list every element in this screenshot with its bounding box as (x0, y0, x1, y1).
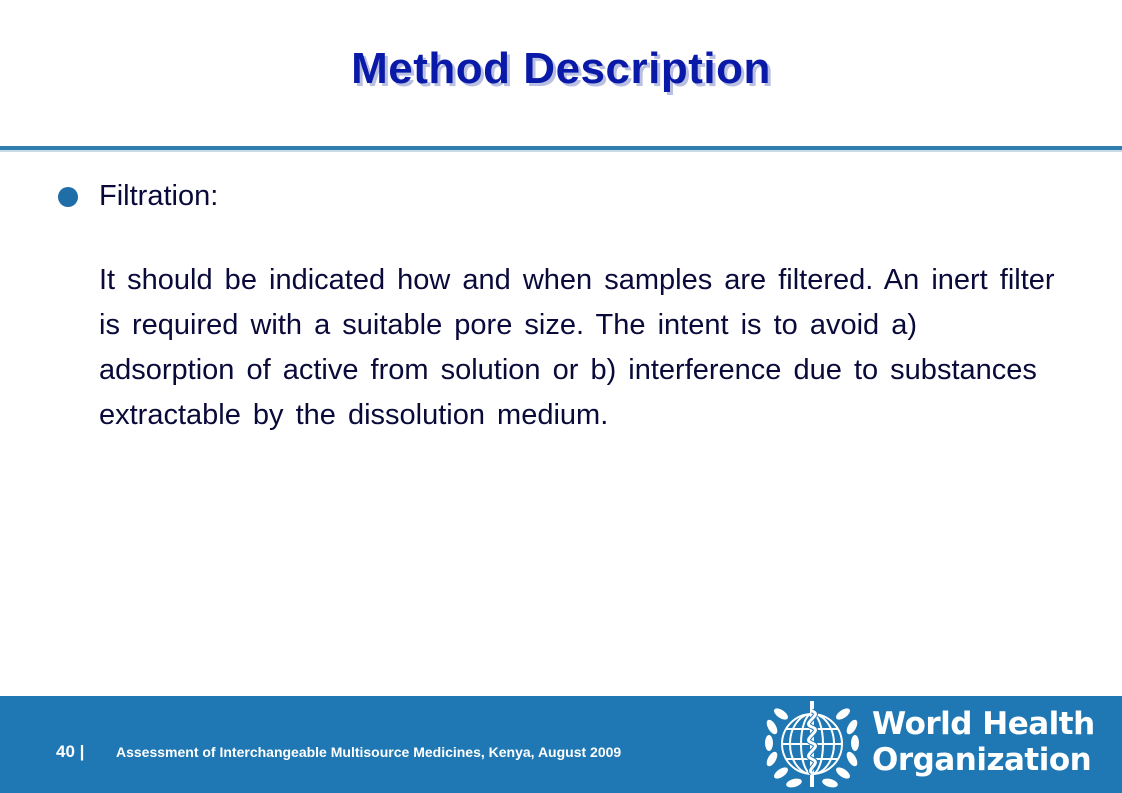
who-name-line1: World Health (872, 706, 1095, 742)
body-paragraph: It should be indicated how and when samples are filtered. An inert filter is required with a suitable pore size. The intent is to avoid a) adsorption of active from solution or b) interference due to substances extractable by the dissolution medium. (99, 264, 1055, 431)
bullet-label: Filtration: (99, 180, 219, 212)
bullet-dot-icon (58, 187, 78, 207)
slide-title: Method Description (351, 44, 771, 93)
footer-caption: Assessment of Interchangeable Multisource Medicines, Kenya, August 2009 (116, 744, 622, 760)
who-emblem-icon (762, 697, 862, 791)
bullet-item (58, 180, 218, 213)
title-divider-shadow (0, 150, 1122, 152)
page-number: 40 | (56, 742, 85, 761)
who-name-line2: Organization (872, 742, 1092, 778)
who-wordmark (872, 706, 1095, 778)
